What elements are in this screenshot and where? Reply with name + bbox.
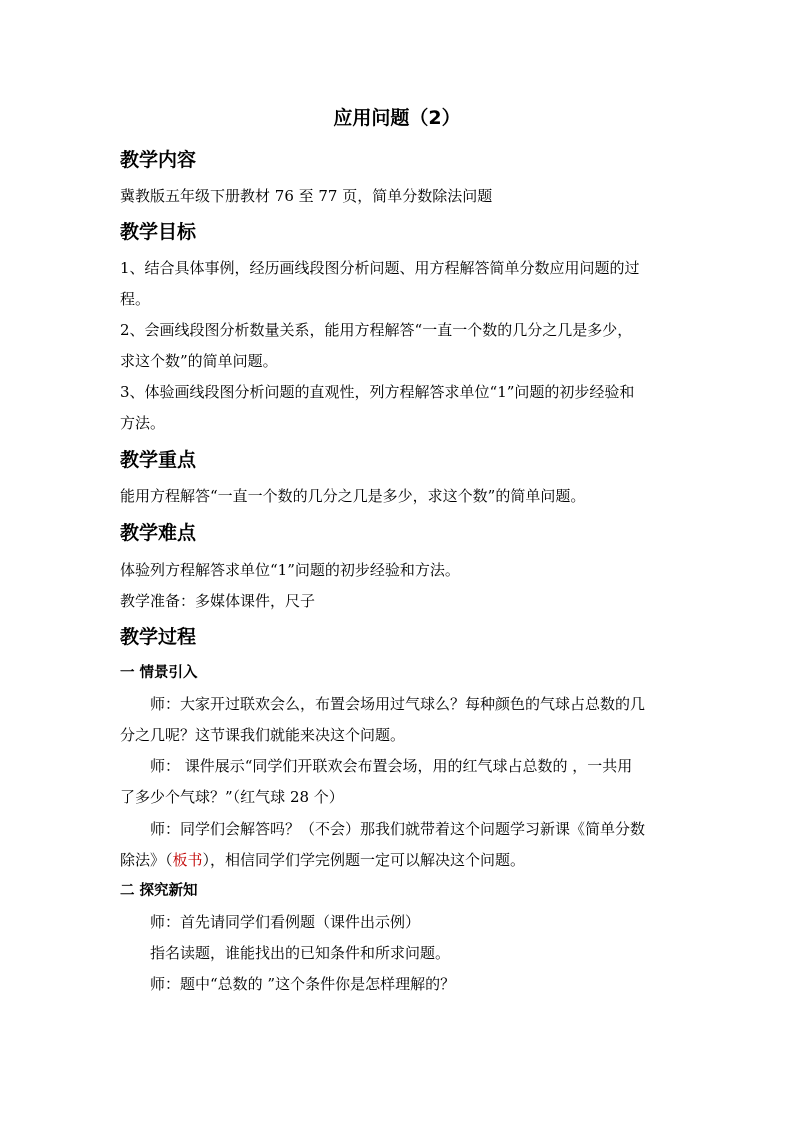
part-1-paragraph-3-line-2 [120, 845, 680, 876]
part-1-paragraph-3-line-1: 师：同学们会解答吗？（不会）那我们就带着这个问题学习新课《简单分数 [150, 820, 646, 838]
text-segment: 除法》（ [120, 851, 173, 869]
part-1-paragraph-2-line-2: 了多少个气球？”（红气球 28 个） [120, 788, 344, 806]
part-1-paragraph-1-line-1: 师：大家开过联欢会么，布置会场用过气球么？每种颜色的气球占总数的几 [150, 695, 646, 713]
part-1-paragraph-2-line-1: 师： 课件展示“同学们开联欢会布置会场，用的红气球占总数的 ，一共用 [150, 757, 633, 775]
heading-teaching-content: 教学内容 [120, 149, 197, 171]
teaching-content-text: 冀教版五年级下册教材 76 至 77 页，简单分数除法问题 [120, 187, 493, 205]
heading-teaching-process: 教学过程 [120, 626, 197, 648]
part-1-paragraph-1-line-2: 分之几呢？这节课我们就能来决这个问题。 [120, 726, 406, 744]
goal-1-line-1: 1、结合具体事例，经历画线段图分析问题、用方程解答简单分数应用问题的过 [120, 259, 640, 277]
preparation-text: 教学准备：多媒体课件，尺子 [120, 592, 316, 610]
goal-2-line-1: 2、会画线段图分析数量关系，能用方程解答“一直一个数的几分之几是多少， [120, 321, 633, 339]
goal-1-line-2: 程。 [120, 290, 151, 308]
page-title: 应用问题（2） [333, 107, 461, 129]
part-1-heading: 一 情景引入 [120, 665, 198, 681]
part-2-heading: 二 探究新知 [120, 883, 198, 899]
heading-key-points: 教学重点 [120, 449, 197, 471]
heading-teaching-goals: 教学目标 [120, 221, 197, 243]
highlight-blackboard-text: 板书 [172, 851, 203, 869]
difficulties-text: 体验列方程解答求单位“1”问题的初步经验和方法。 [120, 561, 460, 579]
key-points-text: 能用方程解答“一直一个数的几分之几是多少，求这个数”的简单问题。 [120, 487, 586, 505]
part-2-paragraph-3: 师：题中“总数的 ”这个条件你是怎样理解的？ [150, 975, 456, 993]
part-2-paragraph-2: 指名读题，谁能找出的已知条件和所求问题。 [150, 944, 451, 962]
goal-3-line-2: 方法。 [120, 414, 166, 432]
goal-3-line-1: 3、体验画线段图分析问题的直观性，列方程解答求单位“1”问题的初步经验和 [120, 383, 635, 401]
heading-difficulties: 教学难点 [120, 522, 197, 544]
goal-2-line-2: 求这个数”的简单问题。 [120, 352, 278, 370]
part-2-paragraph-1: 师：首先请同学们看例题（课件出示例） [150, 913, 421, 931]
text-segment: ），相信同学们学完例题一定可以解决这个问题。 [202, 851, 526, 869]
